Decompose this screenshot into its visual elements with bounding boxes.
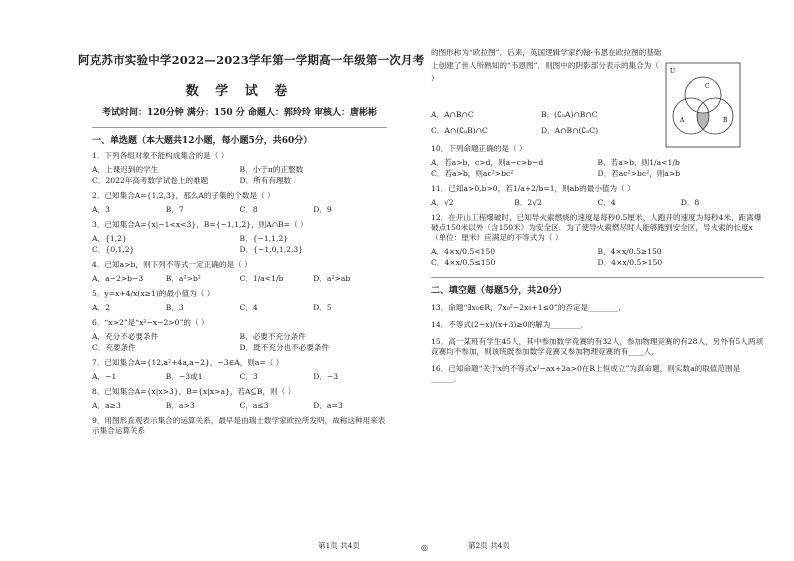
left-question-1-stem: 2．已知集合A={1,2,3}，那么A的子集的个数是（ ） [92, 191, 275, 200]
left-question-1-option-0: A．3 [92, 205, 110, 214]
q9-option-a: A．A∩B∩C [431, 110, 474, 119]
left-question-5-option-0: A．充分不必要条件 [92, 332, 159, 341]
right-question-2-options [431, 246, 764, 268]
left-question-5-option-3: D．既不充分也不必要条件 [239, 343, 330, 352]
question-9-stem-cont: 的图形称为“欧拉图”．后来，英国逻辑学家约翰·韦恩在欧拉图的基础上创建了世人所熟知的“韦恩图”．则图中的阴影部分表示的集合为（ ） [431, 48, 662, 83]
left-question-2-options [92, 233, 387, 255]
right-question-0-option-0: A．若a>b，c>d，则a−c>b−d [431, 158, 544, 167]
footer-page-2: 第2页 共4页 [468, 541, 510, 550]
left-question-4-option-1: B．3 [165, 303, 184, 312]
left-question-3-stem: 4．已知a>b，则下列不等式一定正确的是（ ） [92, 260, 252, 269]
right-question-2-option-1: B．4×x/0.5≥150 [597, 247, 662, 256]
right-question-0-option-3: D．若ac²>bc²，则a>b [597, 169, 681, 178]
left-question-2-option-1: B．{−1,1,2} [239, 234, 289, 243]
left-question-4-option-2: C．4 [239, 303, 258, 312]
left-question-4-option-3: D．5 [313, 303, 332, 312]
right-question-0-option-2: C．若a>b，则ac²>bc² [431, 169, 514, 178]
left-question-0-options [92, 164, 387, 186]
left-question-2-stem: 3．已知集合A={x|−1<x<3}，B={−1,1,2}，则A∩B=（ ） [92, 220, 308, 229]
fill-question-3: 16．已知命题“关于x的不等式x²−ax+2a>0在R上恒成立”为真命题，则实数a的取值范围是______． [431, 364, 741, 383]
left-question-6-option-0: A．−1 [92, 372, 117, 381]
left-question-3-option-2: C．1/a<1/b [239, 274, 284, 283]
left-question-7-stem: 8．已知集合A={x|x>3}，B={x|x>a}，若A⊆B，则（ ） [92, 387, 296, 396]
left-question-2-option-2: C．{0,1,2} [92, 245, 135, 254]
left-question-4-option-0: A．2 [92, 303, 110, 312]
exam-subtitle: 数 学 试 卷 [185, 84, 294, 99]
footer-page-1: 第1页 共4页 [318, 541, 360, 550]
left-question-7-options [92, 400, 387, 411]
venn-label-b: B [723, 117, 728, 124]
left-question-7-option-1: B．a>3 [165, 401, 195, 410]
left-question-3-option-1: B．a²>b² [165, 274, 201, 283]
left-question-0-option-3: D．所有有理数 [239, 176, 292, 185]
question-9-stem-start: 9．用图形直观表示集合的运算关系，最早是由瑞士数学家欧拉所发明，故称这种用来表示集合运算关系 [92, 416, 386, 435]
q9-option-d: D．A∩B∩(∁ᵤC) [541, 126, 599, 135]
section-title-fill-in: 二、填空题（每题5分，共20分） [431, 277, 764, 296]
right-question-1-option-3: D．8 [680, 198, 700, 207]
left-question-7-option-2: C．a≤3 [239, 401, 269, 410]
q9-option-c: C．A∩(∁ᵤB)∩C [431, 126, 488, 135]
left-question-4-options [92, 302, 387, 313]
fill-question-0: 13．命题“∃x₀∈R，7x₀²−2x₀+1≤0”的否定是________． [431, 303, 627, 312]
right-question-1-option-1: B．2√2 [514, 198, 542, 207]
right-question-0-stem: 10．下列命题正确的是（ ） [431, 144, 527, 153]
right-question-0-options [431, 157, 764, 179]
left-question-6-option-1: B．−3或1 [165, 372, 203, 381]
left-question-7-option-0: A．a≥3 [92, 401, 121, 410]
left-question-1-option-2: C．8 [239, 205, 258, 214]
q9-option-b: B．(∁ᵤA)∩B∩C [541, 110, 598, 119]
left-question-6-option-2: C．3 [239, 372, 258, 381]
left-question-3-options [92, 273, 387, 284]
right-question-2-stem: 12．在开山工程爆破时，已知导火索燃烧的速度是每秒0.5厘米，人跑开的速度为每秒4米，距离爆破点150米以外（含150米）为安全区．为了使导火索燃尽时人能够跑到安全区，导火索的长度x（单位：厘米）应满足的不等式为（ ） [431, 213, 762, 242]
right-question-2-option-0: A．4×x/0.5<150 [431, 247, 496, 256]
venn-diagram [665, 62, 741, 148]
left-question-1-option-3: D．9 [313, 205, 332, 214]
fill-question-1: 14．不等式(2−x)/(x+3)≥0的解为________． [431, 320, 589, 329]
left-question-5-option-1: B．必要不充分条件 [239, 332, 306, 341]
footer-separator: ◎ [421, 543, 428, 552]
left-question-3-option-0: A．a−2>b−3 [92, 274, 144, 283]
left-question-list [92, 151, 387, 411]
left-question-6-options [92, 371, 387, 382]
right-question-list [431, 144, 764, 268]
venn-label-u: U [670, 68, 676, 75]
left-question-5-stem: 6．“x>2”是“x²−x−2>0”的（ ） [92, 318, 209, 327]
left-question-1-option-1: B．7 [165, 205, 184, 214]
venn-label-a: A [680, 117, 685, 124]
right-question-0-option-1: B．若a>b，则1/a<1/b [597, 158, 680, 167]
venn-label-c: C [705, 83, 710, 90]
fill-question-list [431, 303, 764, 384]
left-question-5-options [92, 331, 387, 353]
right-question-2-option-3: D．4×x/0.5>150 [597, 258, 663, 267]
left-question-2-option-3: D．{−1,0,1,2,3} [239, 245, 304, 254]
left-question-6-option-3: D．−3 [313, 372, 339, 381]
left-question-0-option-1: B．小于π的正整数 [239, 165, 304, 174]
question-9-options [431, 107, 651, 139]
fill-question-2: 15．高一某班有学生45人，其中参加数学竞赛的有32人，参加物理竞赛的有28人，另外有5人两项竞赛均不参加，则该班既参加数学竞赛又参加物理竞赛的有____人． [431, 337, 764, 356]
right-question-2-option-2: C．4×x/0.5≤150 [431, 258, 496, 267]
exam-info: 考试时间：120分钟 满分：150 分 命题人：郭玲玲 审核人：唐彬彬 [101, 108, 378, 118]
right-question-1-option-0: A．√2 [431, 198, 454, 207]
right-page [397, 0, 794, 561]
left-question-5-option-2: C．充要条件 [92, 343, 136, 352]
left-question-3-option-3: D．a²>ab [313, 274, 351, 283]
right-question-1-option-2: C．4 [597, 198, 616, 207]
left-question-2-option-0: A．{1,2} [92, 234, 127, 243]
section-title-single-choice: 一、单选题（本大题共12小题，每小题5分，共60分） [92, 127, 387, 146]
left-question-6-stem: 7．已知集合A={12,a²+4a,a−2}，−3∈A，则a=（ ） [92, 358, 284, 367]
right-question-1-options [431, 197, 764, 208]
left-question-1-options [92, 204, 387, 215]
right-question-1-stem: 11．已知a>0,b>0，若1/a+2/b=1，则ab的最小值为（ ） [431, 184, 635, 193]
exam-title: 阿克苏市实验中学2022—2023学年第一学期高一年级第一次月考 [78, 53, 425, 67]
left-question-0-stem: 1．下列各组对象不能构成集合的是（ ） [92, 151, 229, 160]
left-question-7-option-3: D．a=3 [313, 401, 343, 410]
left-question-0-option-0: A．上课迟到的学生 [92, 165, 159, 174]
left-question-4-stem: 5．y=x+4/x(x≥1)的最小值为（ ） [92, 289, 215, 298]
left-question-0-option-2: C．2022年高考数学试卷上的难题 [92, 176, 209, 185]
